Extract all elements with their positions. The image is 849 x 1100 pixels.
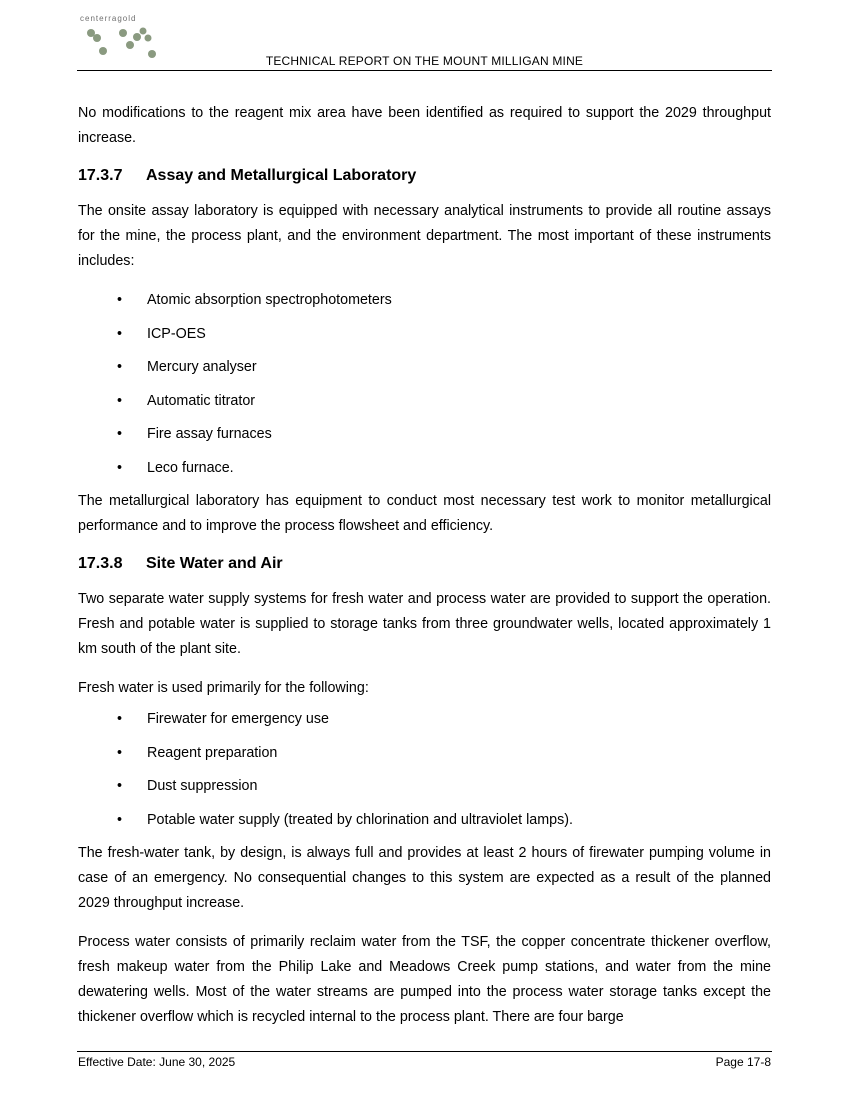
section-title: Site Water and Air (146, 555, 283, 572)
footer-divider (77, 1051, 772, 1052)
instrument-list (78, 288, 771, 481)
page-number: Page 17-8 (715, 1055, 771, 1069)
section-title: Assay and Metallurgical Laboratory (146, 167, 417, 184)
section-number: 17.3.8 (78, 555, 123, 572)
effective-date: Effective Date: June 30, 2025 (78, 1055, 236, 1069)
list-item: • Firewater for emergency use (78, 707, 771, 732)
document-body (78, 101, 771, 1044)
list-item: • Mercury analyser (78, 355, 771, 380)
list-item: • Automatic titrator (78, 389, 771, 414)
paragraph: No modifications to the reagent mix area have been identified as required to support the 2029 throughput increase. (78, 105, 771, 146)
list-item: • ICP-OES (78, 322, 771, 347)
fresh-water-uses-list (78, 707, 771, 833)
paragraph: Process water consists of primarily reclaim water from the TSF, the copper concentrate thickener overflow, fresh makeup water from the Philip Lake and Meadows Creek pump stations, and water from the mine dewatering wells. Most of the water streams are pumped into the process water storage tanks except the thickener overflow which is recycled internal to the process plant. There are four barge (78, 934, 771, 1025)
list-item: • Potable water supply (treated by chlorination and ultraviolet lamps). (78, 808, 771, 833)
paragraph: The onsite assay laboratory is equipped with necessary analytical instruments to provide all routine assays for the mine, the process plant, and the environment department. The most important of these instruments includes: (78, 203, 771, 269)
section-heading (78, 553, 771, 575)
list-item: • Dust suppression (78, 774, 771, 799)
paragraph: Fresh water is used primarily for the following: (78, 680, 369, 696)
header-divider (77, 70, 772, 71)
logo-wordmark: centerragold (80, 14, 137, 23)
list-item: • Fire assay furnaces (78, 422, 771, 447)
paragraph: The metallurgical laboratory has equipment to conduct most necessary test work to monitor metallurgical performance and to improve the process flowsheet and efficiency. (78, 493, 771, 534)
section-number: 17.3.7 (78, 167, 123, 184)
report-title: TECHNICAL REPORT ON THE MOUNT MILLIGAN MINE (265, 54, 584, 68)
paragraph: Two separate water supply systems for fresh water and process water are provided to support the operation. Fresh and potable water is supplied to storage tanks from three groundwater wells, located approximately 1 km south of the plant site. (78, 591, 771, 657)
list-item: • Atomic absorption spectrophotometers (78, 288, 771, 313)
section-heading (78, 165, 771, 187)
paragraph: The fresh-water tank, by design, is always full and provides at least 2 hours of firewater pumping volume in case of an emergency. No consequential changes to this system are expected as a result of the planned 2029 throughput increase. (78, 845, 771, 911)
list-item: • Leco furnace. (78, 456, 771, 481)
list-item: • Reagent preparation (78, 741, 771, 766)
